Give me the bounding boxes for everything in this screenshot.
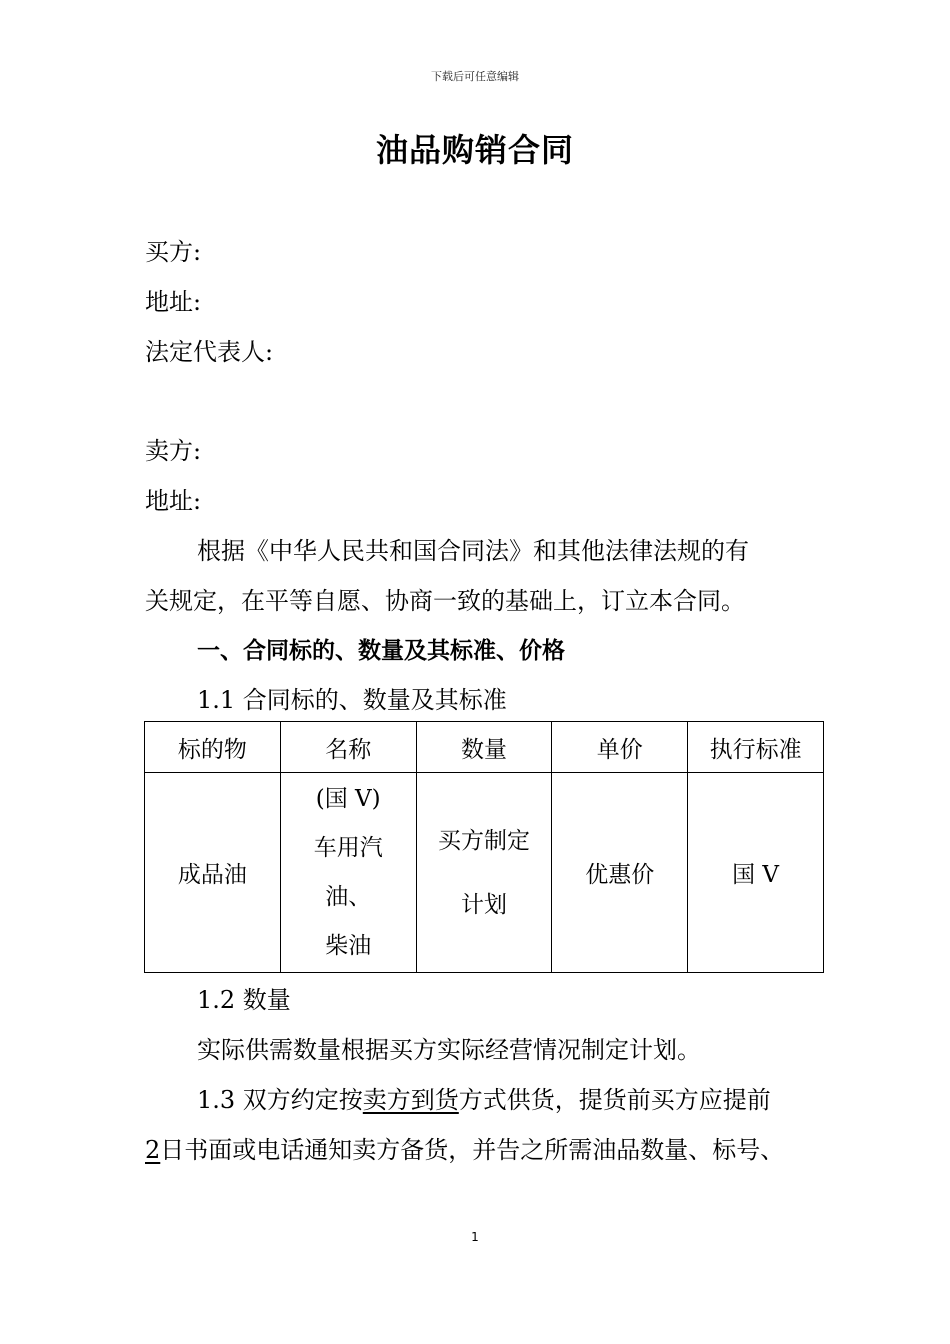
subsection-1-3-line-1 (197, 1084, 771, 1116)
subsection-1-3-line-2 (145, 1134, 784, 1166)
page-number: 1 (471, 1230, 479, 1244)
table-header-cell: 标的物 (145, 722, 281, 773)
document-title: 油品购销合同 (375, 131, 574, 169)
intro-line-1: 根据《中华人民共和国合同法》和其他法律法规的有 (197, 537, 749, 565)
cell-price: 优惠价 (552, 773, 688, 973)
cell-quantity-line: 计划 (460, 891, 507, 918)
cell-name (280, 773, 416, 973)
cell-name-line: (国 V) (315, 785, 381, 812)
header-note: 下载后可任意编辑 (431, 70, 519, 83)
spec-table (144, 721, 824, 973)
cell-standard: 国 V (688, 773, 824, 973)
subsection-1-2-text: 实际供需数量根据买方实际经营情况制定计划。 (197, 1036, 701, 1064)
table-header-row (145, 722, 824, 773)
cell-quantity (416, 773, 552, 973)
cell-name-line: 车用汽 (313, 834, 383, 861)
cell-name-line: 油、 (325, 883, 372, 910)
table-header-cell: 数量 (416, 722, 552, 773)
sub3-underlined: 卖方到货 (362, 1086, 459, 1114)
cell-quantity-line: 买方制定 (437, 827, 530, 854)
buyer-label: 买方: (145, 238, 202, 266)
cell-name-line: 柴油 (325, 932, 372, 959)
seller-address: 地址: (145, 487, 202, 515)
sub3-prefix: 1.3 双方约定按 (197, 1086, 363, 1114)
subsection-1-2: 1.2 数量 (197, 986, 291, 1014)
subsection-1-1: 1.1 合同标的、数量及其标准 (197, 686, 507, 714)
seller-label: 卖方: (145, 437, 202, 465)
cell-subject: 成品油 (145, 773, 281, 973)
table-row (145, 773, 824, 973)
table-header-cell: 执行标准 (688, 722, 824, 773)
buyer-address: 地址: (145, 288, 202, 316)
table-header-cell: 单价 (552, 722, 688, 773)
section-heading: 一、合同标的、数量及其标准、价格 (197, 638, 565, 664)
buyer-legal-rep: 法定代表人: (145, 338, 274, 366)
sub3-suffix: 方式供货，提货前买方应提前 (458, 1086, 771, 1114)
sub3-line2: 日书面或电话通知卖方备货，并告之所需油品数量、标号、 (160, 1136, 785, 1164)
table-header-cell: 名称 (280, 722, 416, 773)
sub3-days: 2 (145, 1136, 161, 1164)
intro-line-2: 关规定，在平等自愿、协商一致的基础上，订立本合同。 (145, 587, 745, 615)
